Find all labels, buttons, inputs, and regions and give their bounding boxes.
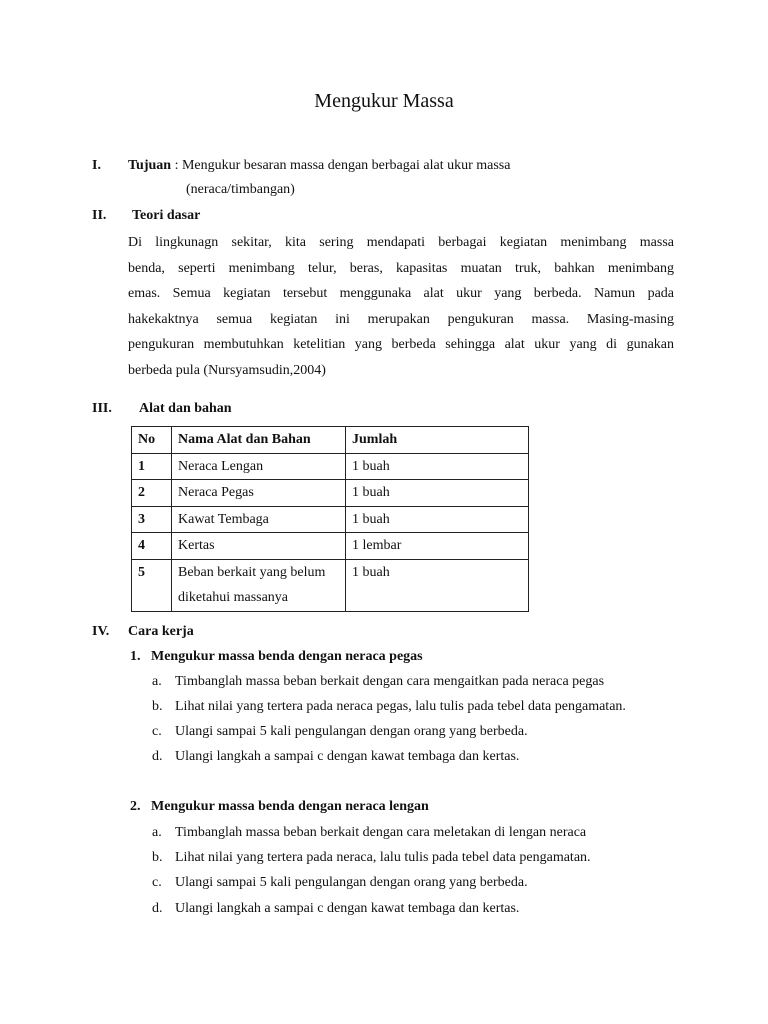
tujuan-text: : Mengukur besaran massa dengan berbagai alat ukur massa [171,158,511,173]
table-cell-nama: Neraca Lengan [172,453,346,480]
tujuan-continuation: (neraca/timbangan) [186,182,295,197]
teori-line: emas. Semua kegiatan tersebut menggunaka alat ukur yang berbeda. Namun pada [128,286,674,302]
step-text: Ulangi sampai 5 kali pengulangan dengan orang yang berbeda. [175,875,528,890]
teori-heading: Teori dasar [132,208,201,223]
table-row [132,559,529,611]
teori-line: benda, seperti menimbang telur, beras, kapasitas muatan truk, bahkan menimbang [128,260,674,276]
step-letter: c. [152,724,162,739]
table-cell-nama-line: diketahui massanya [178,590,289,605]
table-cell-jumlah: 1 buah [346,480,529,507]
step-text: Lihat nilai yang tertera pada neraca, lalu tulis pada tebel data pengamatan. [175,850,591,865]
table-cell-jumlah: 1 buah [346,453,529,480]
subsection-title: Mengukur massa benda dengan neraca lengan [151,799,429,814]
tujuan-line [128,158,510,174]
teori-line: berbeda pula (Nursyamsudin,2004) [128,362,326,378]
step-text: Timbanglah massa beban berkait dengan cara meletakan di lengan neraca [175,825,587,840]
step-letter: d. [152,749,163,764]
alat-heading: Alat dan bahan [139,401,232,416]
subsection-title: Mengukur massa benda dengan neraca pegas [151,649,423,664]
cara-heading: Cara kerja [128,624,194,639]
table-cell-nama [172,559,346,611]
step-letter: b. [152,850,163,865]
table-header-cell: No [132,427,172,454]
step-letter: c. [152,875,162,890]
table-row [132,533,529,560]
step-text: Ulangi sampai 5 kali pengulangan dengan orang yang berbeda. [175,724,528,739]
table-row [132,453,529,480]
step-letter: b. [152,699,163,714]
step-text: Ulangi langkah a sampai c dengan kawat tembaga dan kertas. [175,749,520,764]
page-title: Mengukur Massa [314,90,454,112]
section-number-cara: IV. [92,624,110,639]
step-letter: a. [152,674,162,689]
teori-line: hakekaktnya semua kegiatan ini merupakan pengukuran massa. Masing-masing [128,311,674,327]
table-row [132,480,529,507]
teori-paragraph [128,230,674,384]
table-cell-no: 3 [132,506,172,533]
section-number-teori: II. [92,208,107,223]
teori-line: Di lingkunagn sekitar, kita sering mendapati berbagai kegiatan menimbang massa [128,235,674,250]
alat-table [131,426,529,612]
table-cell-no: 4 [132,533,172,560]
section-number-tujuan: I. [92,158,101,173]
table-row [132,506,529,533]
table-header-cell: Nama Alat dan Bahan [172,427,346,454]
table-header-cell: Jumlah [346,427,529,454]
table-cell-jumlah: 1 lembar [346,533,529,560]
table-cell-jumlah: 1 buah [346,506,529,533]
table-cell-no: 5 [132,559,172,611]
table-cell-nama: Neraca Pegas [172,480,346,507]
subsection-number: 1. [130,649,141,664]
table-cell-nama: Kawat Tembaga [172,506,346,533]
tujuan-label: Tujuan [128,158,172,173]
table-header-row [132,427,529,454]
step-text: Ulangi langkah a sampai c dengan kawat tembaga dan kertas. [175,901,520,916]
table-cell-jumlah: 1 buah [346,559,529,611]
teori-line: pengukuran membutuhkan ketelitian yang berbeda sehingga alat ukur yang di gunakan [128,337,674,353]
subsection-number: 2. [130,799,141,814]
table-cell-no: 2 [132,480,172,507]
section-number-alat: III. [92,401,112,416]
step-letter: d. [152,901,163,916]
step-text: Lihat nilai yang tertera pada neraca pegas, lalu tulis pada tebel data pengamatan. [175,699,626,714]
table-cell-nama-line: Beban berkait yang belum [178,564,326,580]
step-letter: a. [152,825,162,840]
table-cell-no: 1 [132,453,172,480]
table-cell-nama: Kertas [172,533,346,560]
step-text: Timbanglah massa beban berkait dengan cara mengaitkan pada neraca pegas [175,674,605,689]
